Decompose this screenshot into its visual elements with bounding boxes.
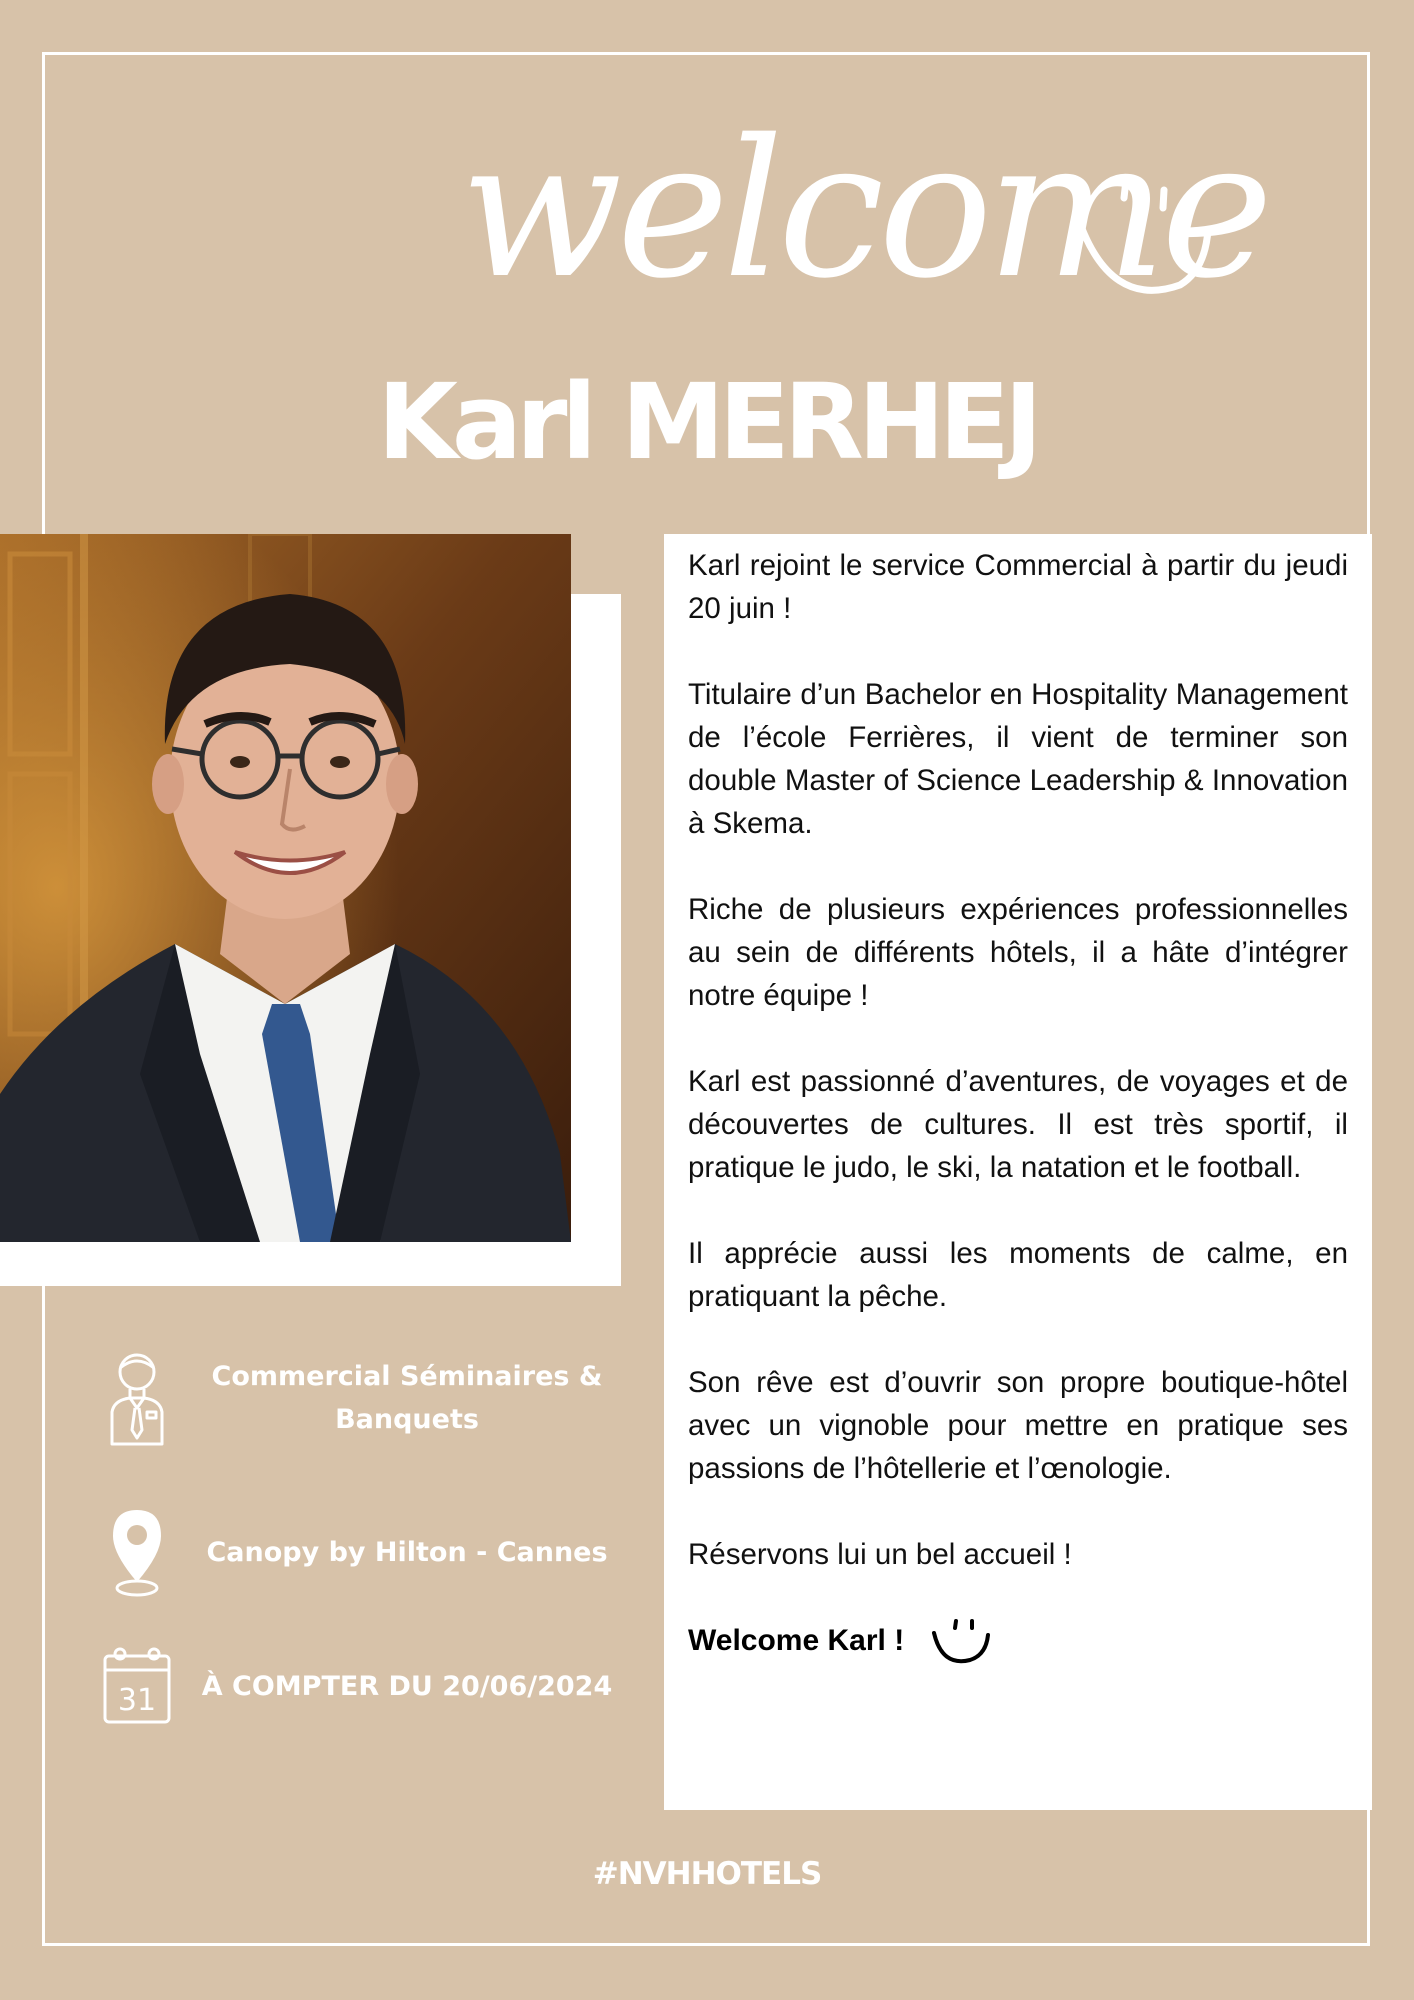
position-text: Commercial Séminaires & Banquets (211, 1361, 603, 1435)
employee-icon (106, 1350, 168, 1446)
bio-paragraph: Karl est passionné d’aventures, de voyages et de découvertes de cultures. Il est très sportif, il pratique le judo, le ski, la natation et le football. (688, 1065, 1348, 1184)
calendar-icon (102, 1646, 172, 1726)
employee-name: Karl MERHEJ (377, 361, 1037, 483)
bio-paragraph: Karl rejoint le service Commercial à partir du jeudi 20 juin ! (688, 549, 1348, 625)
hashtag-footer: #NVHHOTELS (592, 1856, 822, 1892)
closing-line (688, 1615, 1348, 1667)
bio-paragraph: Riche de plusieurs expériences professionnelles au sein de différents hôtels, il a hâte d’intégrer notre équipe ! (688, 893, 1348, 1012)
bio-paragraph: Son rêve est d’ouvrir son propre boutique-hôtel avec un vignoble pour mettre en pratique ses passions de l’hôtellerie et l’œnologie. (688, 1366, 1348, 1485)
bio-paragraph: Titulaire d’un Bachelor en Hospitality Management de l’école Ferrières, il vient de terminer son double Master of Science Leadership & Innovation à Skema. (688, 678, 1348, 840)
bio-paragraph: Réservons lui un bel accueil ! (688, 1538, 1072, 1571)
location-text: Canopy by Hilton - Cannes (206, 1536, 608, 1568)
bio-panel (664, 534, 1372, 1810)
smiley-icon (930, 1615, 996, 1667)
closing-text: Welcome Karl ! (688, 1624, 905, 1657)
info-position (96, 1348, 636, 1448)
start-date-text: À COMPTER DU 20/06/2024 (201, 1670, 613, 1702)
employee-photo (0, 534, 571, 1242)
welcome-heading (0, 30, 1414, 360)
welcome-script-text: welcome (460, 99, 1268, 320)
info-location (96, 1502, 636, 1602)
location-pin-icon (107, 1506, 167, 1598)
bio-paragraph: Il apprécie aussi les moments de calme, en pratiquant la pêche. (688, 1237, 1348, 1313)
info-start-date (96, 1636, 636, 1736)
calendar-day: 31 (117, 1683, 157, 1718)
